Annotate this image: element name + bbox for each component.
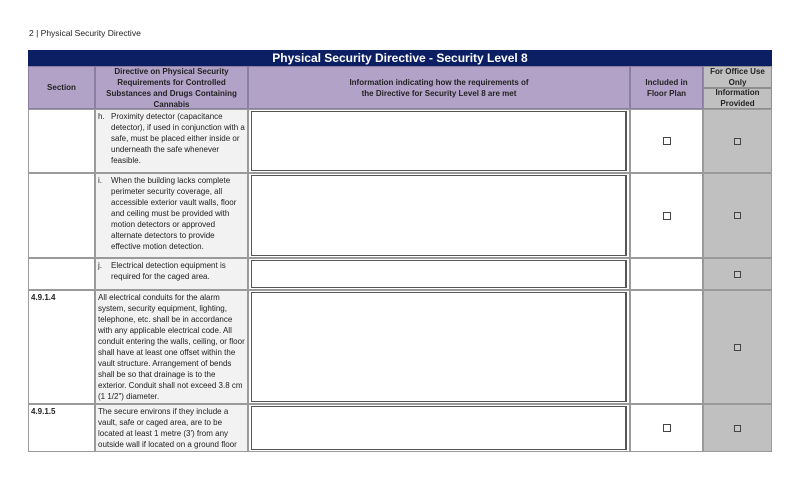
directive-cell — [95, 404, 248, 452]
security-table — [28, 50, 772, 452]
item-letter: h. — [98, 112, 105, 121]
information-cell — [248, 109, 630, 173]
directive-text: When the building lacks complete perimeter security coverage, all accessible exterior vault walls, floor and ceiling must be provided with motion detectors or approved alternate detectors to provide effective motion detection. — [111, 176, 237, 251]
section-cell — [28, 258, 95, 290]
office-use-cell — [703, 109, 772, 173]
section-number: 4.9.1.4 — [31, 293, 56, 302]
header-info-provided: Information Provided — [703, 88, 772, 110]
information-text-field[interactable] — [251, 406, 627, 450]
included-cell — [630, 290, 703, 404]
directive-text: Proximity detector (capacitance detector), if used in conjunction with a safe, must be placed either inside or underneath the safe whenever feasible. — [111, 112, 245, 165]
directive-cell — [95, 173, 248, 258]
information-provided-checkbox[interactable] — [734, 344, 741, 351]
section-cell — [28, 173, 95, 258]
directive-text: The secure environs if they include a vault, safe or caged area, are to be located at least 1 metre (3') from any outside wall if located on a ground floor — [98, 407, 237, 449]
directive-text: All electrical conduits for the alarm system, security equipment, lighting, telephone, etc. shall be in accordance with any applicable electrical code. All conduit entering the walls, ceiling, or floor shall have at least one offset within the vault structure. Arrangement of bends shall be so that drainage is to the exterior. Conduit shall not exceed 3.8 cm (1 1/2") diameter. — [98, 293, 245, 401]
table-row — [28, 173, 772, 258]
table-title: Physical Security Directive - Security Level 8 — [28, 50, 772, 66]
section-cell — [28, 290, 95, 404]
table-body — [28, 109, 772, 452]
information-text-field[interactable] — [251, 292, 627, 402]
office-use-cell — [703, 173, 772, 258]
header-directive: Directive on Physical Security Requirements for Controlled Substances and Drugs Containing Cannabis — [95, 66, 248, 109]
information-text-field[interactable] — [251, 111, 627, 171]
office-use-cell — [703, 258, 772, 290]
office-use-cell — [703, 404, 772, 452]
included-cell — [630, 404, 703, 452]
table-row — [28, 258, 772, 290]
included-in-floor-plan-checkbox[interactable] — [663, 424, 671, 432]
header-office-use: For Office Use Only — [703, 66, 772, 88]
included-in-floor-plan-checkbox[interactable] — [663, 137, 671, 145]
section-number: 4.9.1.5 — [31, 407, 56, 416]
page-header: 2 | Physical Security Directive — [29, 28, 141, 38]
section-cell — [28, 404, 95, 452]
information-cell — [248, 290, 630, 404]
directive-cell — [95, 109, 248, 173]
header-section: Section — [28, 66, 95, 109]
included-cell — [630, 109, 703, 173]
information-text-field[interactable] — [251, 175, 627, 256]
directive-cell — [95, 290, 248, 404]
information-cell — [248, 173, 630, 258]
table-row — [28, 404, 772, 452]
information-cell — [248, 404, 630, 452]
included-cell — [630, 173, 703, 258]
information-provided-checkbox[interactable] — [734, 271, 741, 278]
information-provided-checkbox[interactable] — [734, 138, 741, 145]
directive-text: Electrical detection equipment is required for the caged area. — [111, 261, 226, 281]
section-cell — [28, 109, 95, 173]
header-row — [28, 66, 772, 109]
information-provided-checkbox[interactable] — [734, 425, 741, 432]
header-office-group — [703, 66, 772, 109]
header-included: Included in Floor Plan — [630, 66, 703, 109]
information-text-field[interactable] — [251, 260, 627, 288]
information-cell — [248, 258, 630, 290]
information-provided-checkbox[interactable] — [734, 212, 741, 219]
table-row — [28, 109, 772, 173]
item-letter: j. — [98, 261, 102, 270]
table-row — [28, 290, 772, 404]
directive-cell — [95, 258, 248, 290]
included-cell — [630, 258, 703, 290]
item-letter: i. — [98, 176, 102, 185]
included-in-floor-plan-checkbox[interactable] — [663, 212, 671, 220]
office-use-cell — [703, 290, 772, 404]
header-information: Information indicating how the requirements of the Directive for Security Level 8 are met — [248, 66, 630, 109]
